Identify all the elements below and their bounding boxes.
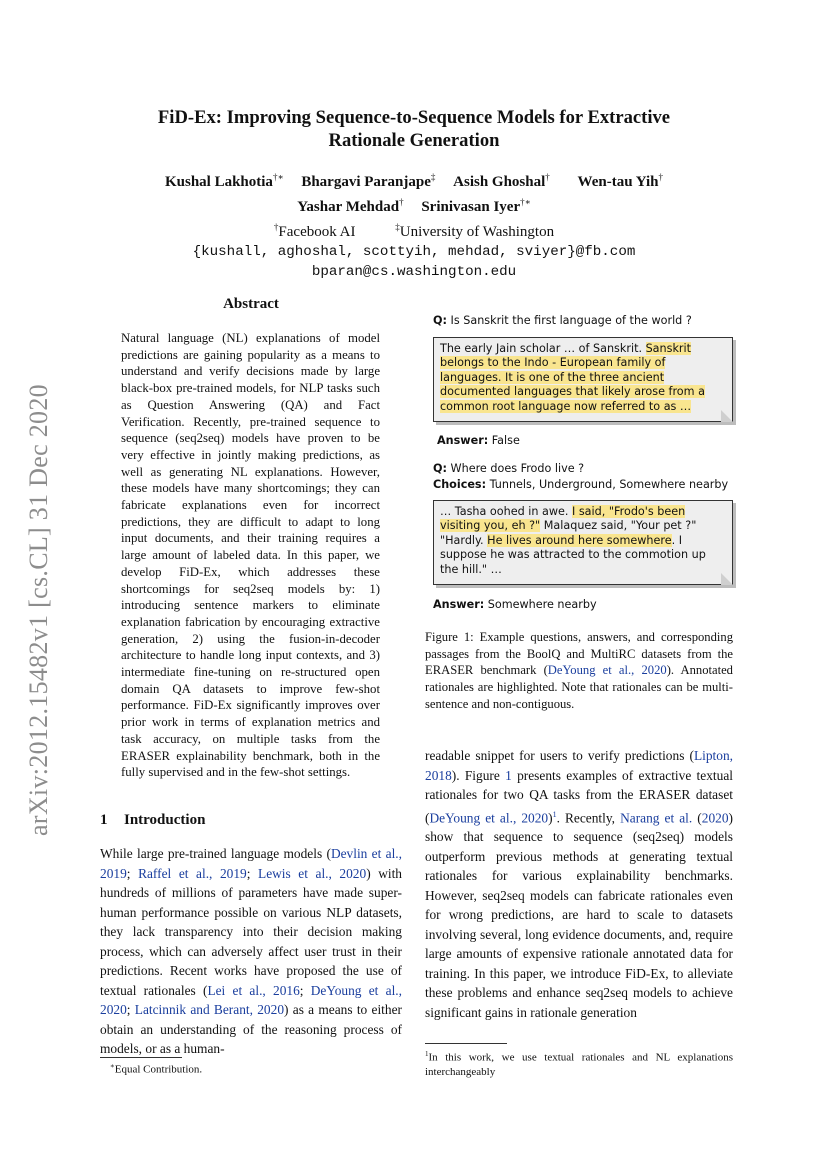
choices-text: Tunnels, Underground, Somewhere nearby xyxy=(489,478,729,491)
affiliations xyxy=(100,217,728,242)
choices xyxy=(433,478,728,491)
page-fold-corner xyxy=(721,573,733,585)
citation-link[interactable]: Devlin et al., 2019 xyxy=(100,846,402,881)
body-text: . Recently, xyxy=(556,809,621,825)
footnote-mark: 1 xyxy=(425,1050,429,1058)
passage-text: . I suppose he was attracted to the commotion up the hill." … xyxy=(440,533,706,576)
email-line-1: {kushall, aghoshal, scottyih, mehdad, sviyer}@fb.com xyxy=(192,244,636,260)
author-name: Srinivasan Iyer xyxy=(421,199,521,215)
author-mark: ‡ xyxy=(430,172,436,182)
affiliation: Facebook AI xyxy=(278,224,356,240)
body-text: ). Figure xyxy=(451,767,506,783)
email-line-2: bparan@cs.washington.edu xyxy=(311,264,517,280)
body-text: ) xyxy=(548,809,553,825)
body-text: readable snippet for users to verify predictions ( xyxy=(425,748,694,763)
affiliation-mark: † xyxy=(273,222,279,232)
author-name: Bhargavi Paranjape xyxy=(301,174,431,190)
footnote-text: In this work, we use textual rationales and NL explanations interchangeably xyxy=(425,1051,733,1078)
passage-box-1 xyxy=(433,337,733,422)
passage-text: The early Jain scholar … of Sanskrit. xyxy=(440,342,646,355)
question-2 xyxy=(433,462,584,475)
citation-link[interactable]: Lewis et al., 2020 xyxy=(258,865,367,881)
citation-link[interactable]: DeYoung et al., 2020 xyxy=(100,982,402,1017)
right-column-paragraph xyxy=(425,746,733,1022)
question-text: Where does Frodo live ? xyxy=(450,462,585,475)
choices-label: Choices: xyxy=(433,478,487,491)
arxiv-stamp-text: arXiv:2012.15482v1 [cs.CL] 31 Dec 2020 xyxy=(24,384,53,836)
citation-link[interactable]: Latcinnik and Berant, 2020 xyxy=(134,1002,285,1017)
caption-text: Figure 1: Example questions, answers, and corresponding passages from the BoolQ and MultiRC datasets from the ERASER benchmark ( xyxy=(425,630,733,678)
body-text: ) show that sequence to sequence (seq2seq) models outperform previous methods at generating textual rationales for various explainability benchmarks. However, seq2seq models can fabricate rationales even for wrong predictions, are hard to scale to datasets involving several, long evidence documents, and, require large amounts of expensive rationale annotated data for training. In this paper, we introduce FiD-Ex, to alleviate these problems and enhance seq2seq models to achieve significant gains in rationale generation xyxy=(425,809,733,1020)
body-text: ; xyxy=(126,865,139,881)
footnote-ref[interactable]: 1 xyxy=(552,809,557,819)
citation-link[interactable]: Raffel et al., 2019 xyxy=(138,865,247,881)
highlighted-rationale: I said, "Frodo's been visiting you, eh ?" xyxy=(440,505,686,533)
answer-2 xyxy=(433,598,597,611)
body-text: presents examples of extractive textual rationales for two QA tasks from the ERASER dataset ( xyxy=(425,767,733,825)
author-row-1 xyxy=(100,167,728,192)
author-name: Yashar Mehdad xyxy=(297,199,400,215)
question-1 xyxy=(433,314,692,327)
author-name: Kushal Lakhotia xyxy=(164,174,273,190)
caption-text: ). Annotated rationales are highlighted. Note that rationales can be multi-sentence and non-contiguous. xyxy=(425,663,733,711)
author-mark: † xyxy=(658,172,664,182)
footnote-equal-contribution xyxy=(110,1062,202,1076)
author-name: Asish Ghoshal xyxy=(453,174,546,190)
passage-box-2 xyxy=(433,500,733,585)
answer-text: Somewhere nearby xyxy=(487,598,597,611)
title-line-1: FiD-Ex: Improving Sequence-to-Sequence Models for Extractive xyxy=(157,107,671,128)
body-text: ; xyxy=(246,865,259,881)
page-fold-corner xyxy=(721,410,733,422)
abstract-text: Natural language (NL) explanations of model predictions are gaining popularity as a means to understand and verify decisions made by large black-box pre-trained models, for NLP tasks such as Question Answering (QA) and Fact Verification. Recently, pre-trained sequence to sequence (seq2seq) models have proven to be very effective in jointly making predictions, as well as generating NL explanations. However, these models have many shortcomings; they can fabricate explanations even for incorrect predictions, they are difficult to adapt to long input documents, and their training requires a large amount of labeled data. In this paper, we develop FiD-Ex, which addresses these shortcomings for seq2seq models by: 1) introducing sentence markers to eliminate explanation fabrication by encouraging extractive generation, 2) using the fusion-in-decoder architecture to handle long input contexts, and 3) intermediate fine-tuning on re-structured open domain QA datasets to improve few-shot performance. FiD-Ex significantly improves over prior work in terms of explanation metrics and task accuracy, on multiple tasks from the ERASER explainability benchmark, both in the fully supervised and in the few-shot settings. xyxy=(121,331,380,780)
citation-link[interactable]: Lei et al., 2016 xyxy=(207,982,300,998)
abstract-heading: Abstract xyxy=(223,296,279,312)
author-mark: †∗ xyxy=(272,172,284,182)
figure-caption xyxy=(425,629,733,713)
footnote-rule xyxy=(425,1043,507,1044)
answer-text: False xyxy=(491,434,520,447)
highlighted-rationale: Sanskrit belongs to the Indo - European family of languages. It is one of the three ancient documented languages that likely arose from a common root language now referred to as … xyxy=(440,342,705,413)
citation-link[interactable]: 2020 xyxy=(701,809,729,825)
figure-ref-link[interactable]: 1 xyxy=(505,767,512,783)
question-label: Q: xyxy=(433,462,447,475)
body-text: ( xyxy=(692,809,702,825)
paper-title xyxy=(100,106,728,152)
affiliation-mark: ‡ xyxy=(395,222,400,232)
author-block xyxy=(100,167,728,282)
footnote-1 xyxy=(425,1047,733,1079)
author-name: Wen-tau Yih xyxy=(577,174,659,190)
affiliation: University of Washington xyxy=(399,224,555,240)
citation-link[interactable]: Narang et al. xyxy=(620,809,693,825)
author-mark: † xyxy=(399,197,404,207)
highlighted-rationale: He lives around here somewhere xyxy=(487,533,672,547)
body-text: ; xyxy=(126,1002,135,1017)
author-mark: † xyxy=(545,172,550,182)
body-text: ) as a means to either obtain an understanding of the reasoning process of models, or as a human- xyxy=(100,1002,402,1056)
citation-link[interactable]: DeYoung et al., 2020 xyxy=(429,809,549,825)
author-mark: †∗ xyxy=(520,197,531,207)
question-label: Q: xyxy=(433,314,447,327)
title-line-2: Rationale Generation xyxy=(328,130,500,151)
author-row-2 xyxy=(100,192,728,217)
footnote-text: Equal Contribution. xyxy=(114,1063,203,1076)
section-heading xyxy=(100,812,205,829)
passage-text: … Tasha oohed in awe. xyxy=(440,505,572,518)
section-number: 1 xyxy=(100,812,108,828)
question-text: Is Sanskrit the first language of the world ? xyxy=(450,314,692,327)
answer-1 xyxy=(437,434,520,447)
body-text: While large pre-trained language models ( xyxy=(100,846,331,861)
footnote-rule xyxy=(100,1057,182,1058)
answer-label: Answer: xyxy=(433,598,485,611)
body-text: ; xyxy=(299,982,311,998)
section-title: Introduction xyxy=(124,812,206,828)
citation-link[interactable]: Lipton, 2018 xyxy=(425,748,733,783)
arxiv-stamp xyxy=(14,360,64,860)
body-text: ) with hundreds of millions of parameters have made super-human performance possible on various NLP datasets, they lack transparency into their decision making process, which can adversely affect user trust in their predictions. Recent works have proposed the use of textual rationales ( xyxy=(100,865,403,998)
answer-label: Answer: xyxy=(437,434,489,447)
passage-text: Malaquez said, "Your pet ?" "Hardly. xyxy=(440,519,697,547)
intro-paragraph xyxy=(100,844,402,1059)
footnote-mark: ∗ xyxy=(110,1062,115,1070)
citation-link[interactable]: DeYoung et al., 2020 xyxy=(547,663,667,678)
